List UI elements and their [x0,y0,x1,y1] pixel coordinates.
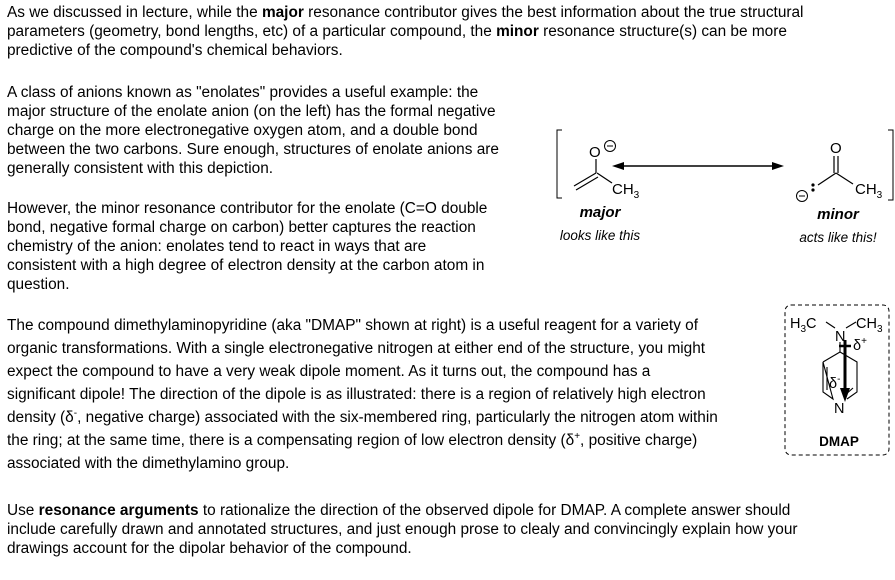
methyl-group: $H_3C$ [790,316,817,335]
major-label: major [579,204,621,221]
text-segment: density (δ [7,409,74,426]
oxygen-atom: O [589,144,601,161]
text-segment: The compound dimethylaminopyridine (aka "DMAP" shown at right) is a useful reagent for a variety of [7,317,699,334]
text-segment: organic transformations. With a single electronegative nitrogen at either end of the structure, you might [7,340,706,357]
left-bracket [557,130,562,198]
text-segment: parameters (geometry, bond lengths, etc) of a particular compound, the [7,23,497,40]
bold-text: minor [496,23,539,40]
methyl-group: $CH_3$ [612,181,640,201]
dmap-label: DMAP [819,434,859,449]
dmap-figure [785,305,889,455]
text-segment: significant dipole! The direction of the dipole is as illustrated: there is a region of relatively high electron [7,386,706,403]
methyl-group: $CH_3$ [856,316,883,335]
text-segment: However, the minor resonance contributor for the enolate (C=O double [7,200,488,217]
minor-caption: acts like this! [799,230,877,245]
text-segment: A class of anions known as "enolates" provides a useful example: the [7,84,479,101]
methyl-group: $CH_3$ [855,181,883,201]
text-segment: charge on the more electronegative oxygen atom, and a double bond [7,122,478,139]
delta-plus-label: δ+ [853,336,867,354]
ring-nitrogen: N [834,401,845,417]
minor-label: minor [817,206,859,223]
text-segment: , positive charge) [580,432,698,449]
text-segment: include carefully drawn and annotated structures, and just enough prose to clealy and convincingly explain how your [7,521,798,538]
text-segment: consistent with a high degree of electron density at the carbon atom in [7,257,485,274]
text-segment: predictive of the compound's chemical behaviors. [7,42,343,59]
text-segment: to rationalize the direction of the observed dipole for DMAP. A complete answer should [198,502,791,519]
superscript: - [73,408,78,419]
text-segment: drawings account for the dipolar behavior of the compound. [7,540,412,557]
text-segment: , negative charge) associated with the six-membered ring, particularly the nitrogen atom within [77,409,718,426]
delta-minus-label: δ- [829,374,841,392]
text-segment: As we discussed in lecture, while the [7,4,262,21]
oxygen-atom: O [830,140,842,157]
text-segment: chemistry of the anion: enolates tend to react in ways that are [7,238,427,255]
bold-text: major [261,4,304,21]
right-bracket [888,130,893,200]
text-segment: question. [7,276,70,293]
text-segment: bond, negative formal charge on carbon) better captures the reaction [7,219,476,236]
text-segment: generally consistent with this depiction. [7,160,274,177]
text-segment: major structure of the enolate anion (on the left) has the formal negative [7,103,496,120]
text-segment: Use [7,502,39,519]
superscript: + [574,431,581,442]
text-segment: the ring; at the same time, there is a compensating region of low electron density (δ [7,432,575,449]
text-segment: expect the compound to have a very weak dipole moment. As it turns out, the compound has a [7,363,651,380]
text-segment: resonance contributor gives the best information about the true structural [303,4,804,21]
bold-text: resonance arguments [38,502,199,519]
text-segment: associated with the dimethylamino group. [7,455,290,472]
enolate-resonance-figure [557,130,893,202]
text-segment: between the two carbons. Sure enough, structures of enolate anions are [7,141,499,158]
dipole-arrow-icon [839,340,851,402]
amine-nitrogen: N [835,329,846,345]
major-caption: looks like this [559,228,641,243]
text-segment: resonance structure(s) can be more [538,23,787,40]
